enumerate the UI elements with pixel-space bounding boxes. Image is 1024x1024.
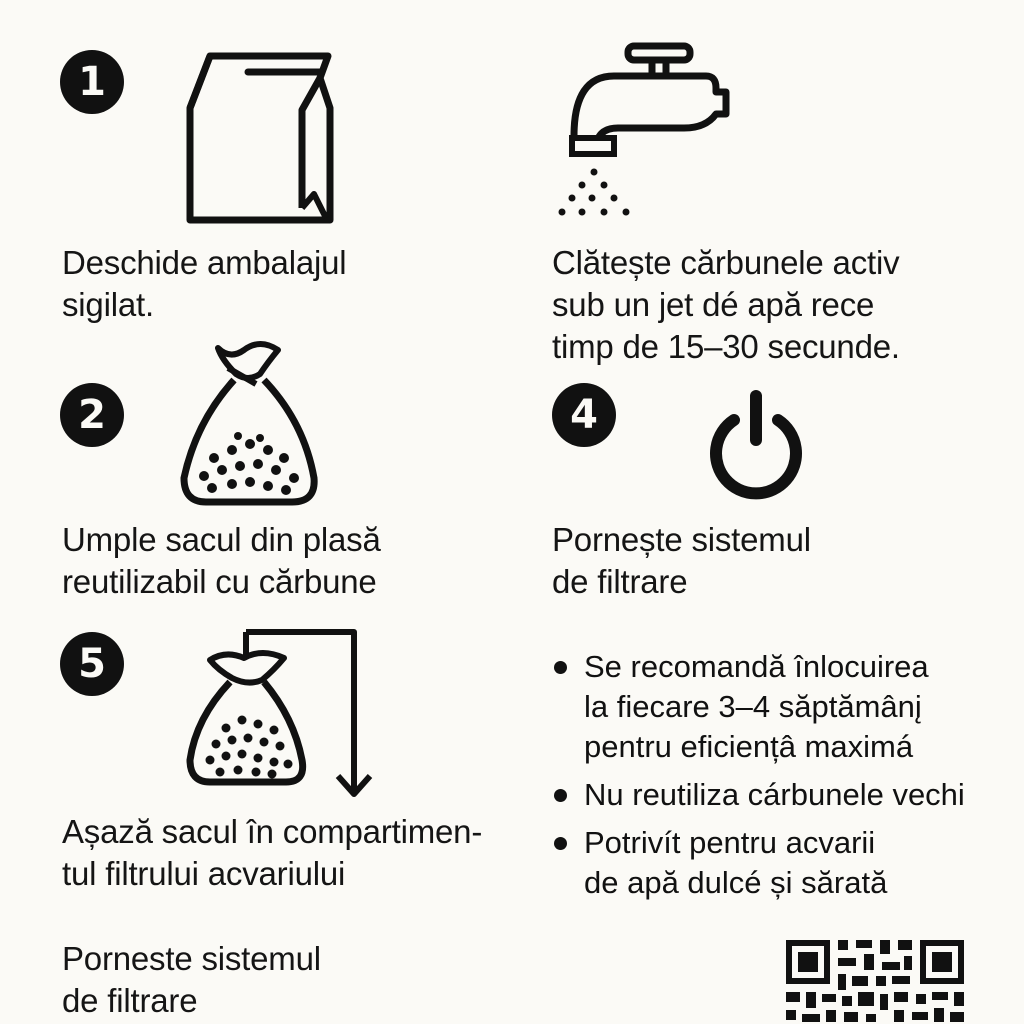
tip-no-reuse: Nu reutiliza cárbunele vechi bbox=[552, 775, 965, 815]
tip-water-type: Potrivít pentru acvarii de apă dulcé și sărată bbox=[552, 823, 965, 903]
step-2-badge: 2 bbox=[60, 383, 124, 447]
step-1-text: Deschide ambalajul sigilat. bbox=[62, 244, 347, 323]
step-2-text: Umple sacul din plasă reutilizabil cu cărbune bbox=[62, 521, 381, 600]
bag-into-filter-icon bbox=[186, 628, 376, 800]
step-1-badge: 1 bbox=[60, 50, 124, 114]
faucet-icon bbox=[556, 40, 746, 220]
step-4-text: Pornește sistemul de filtrare bbox=[552, 521, 811, 600]
step-3-text: Clătește cărbunele activ sub un jet dé apă rece timp de 15–30 secunde. bbox=[552, 244, 900, 365]
tips-list bbox=[552, 647, 965, 911]
step-5-text: Așază sacul în compartimen- tul filtrului acvariului bbox=[62, 813, 483, 892]
tip-replacement: Se recomandă înlocuirea la fiecare 3–4 săptămânį pentru eficiențâ maximá bbox=[552, 647, 965, 767]
qr-code-icon[interactable] bbox=[782, 936, 968, 1024]
footer-text: Porneste sistemul de filtrare bbox=[62, 940, 321, 1019]
step-4-badge: 4 bbox=[552, 383, 616, 447]
power-icon bbox=[708, 388, 804, 494]
mesh-bag-icon bbox=[176, 338, 322, 508]
sealed-bag-icon bbox=[180, 48, 350, 226]
step-5-badge: 5 bbox=[60, 632, 124, 696]
